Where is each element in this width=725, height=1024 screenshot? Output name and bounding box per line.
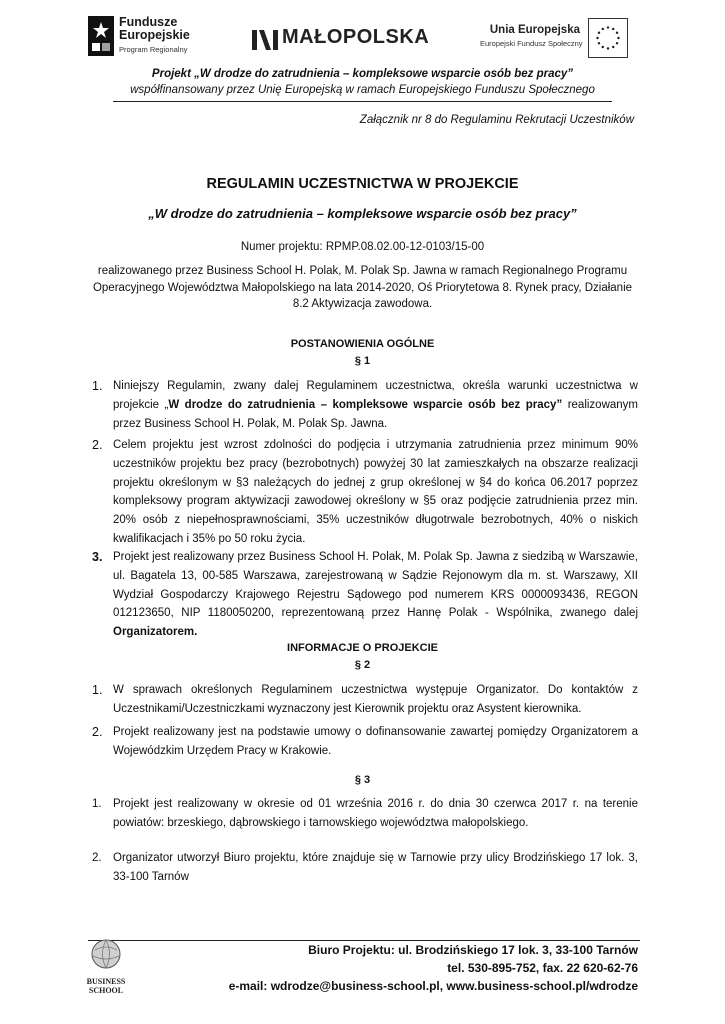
list-item bbox=[92, 723, 638, 761]
section-1-heading: POSTANOWIENIA OGÓLNE bbox=[290, 338, 435, 350]
header-divider bbox=[113, 101, 612, 102]
malopolska-mark-icon bbox=[252, 28, 278, 50]
list-item bbox=[92, 436, 638, 549]
section-3-paragraph: § 3 bbox=[354, 774, 371, 786]
item-number: 1. bbox=[92, 379, 103, 393]
project-number: Numer projektu: RPMP.08.02.00-12-0103/15-00 bbox=[240, 241, 485, 253]
section-2-heading: INFORMACJE O PROJEKCIE bbox=[287, 642, 438, 654]
fe-star-icon bbox=[88, 16, 114, 56]
section-2-paragraph: § 2 bbox=[354, 659, 371, 671]
fe-logo-line3: Program Regionalny bbox=[119, 45, 188, 54]
item-text: W sprawach określonych Regulaminem uczestnictwa występuje Organizator. Do kontaktów z Uczestnikami/Uczestniczkami wyznaczony jest Kierownik projektu oraz Asystent kierownika. bbox=[113, 684, 638, 715]
globe-icon bbox=[86, 936, 126, 972]
footer-address: Biuro Projektu: ul. Brodzińskiego 17 lok. 3, 33-100 Tarnów bbox=[308, 943, 638, 957]
list-item bbox=[92, 377, 638, 433]
list-item bbox=[92, 548, 638, 642]
ue-logo-line1: Unia Europejska bbox=[489, 24, 580, 36]
business-school-logo bbox=[86, 936, 126, 994]
project-header bbox=[113, 66, 612, 98]
malopolska-logo-text: MAŁOPOLSKA bbox=[282, 26, 430, 48]
item-text: Organizator utworzył Biuro projektu, które znajduje się w Tarnowie przy ulicy Brodzińskiego 17 lok. 3, 33-100 Tarnów bbox=[113, 852, 638, 883]
list-item bbox=[92, 849, 638, 887]
fe-logo-line1: Fundusze bbox=[119, 15, 178, 29]
item-text: Projekt jest realizowany przez Business School H. Polak, M. Polak Sp. Jawna z siedzibą w Warszawie, ul. Bagatela 13, 00-585 Warszawa, zarejestrowaną w Sądzie Rejonowym dla m. st. Warszawy, XII Wydział Gospodarczy Krajowego Rejestru Sądowego pod numerem KRS 0000093436, REGON 012123650, NIP 1180050200, reprezentowaną przez Hannę Polak - Wspólnika, zwanego dalej bbox=[113, 551, 638, 620]
item-number: 2. bbox=[92, 852, 102, 864]
bs-logo-line2: SCHOOL bbox=[88, 986, 124, 995]
project-line-prefix: Projekt bbox=[151, 68, 195, 80]
fundusze-europejskie-logo bbox=[88, 14, 206, 60]
footer-phone: tel. 530-895-752, fax. 22 620-62-76 bbox=[447, 961, 638, 975]
list-item bbox=[92, 795, 638, 833]
unia-europejska-logo bbox=[480, 24, 583, 48]
item-number: 3. bbox=[92, 550, 103, 564]
section-3-heading-block bbox=[0, 772, 725, 789]
item-text-bold: W drodze do zatrudnienia – kompleksowe wsparcie osób bez pracy” bbox=[168, 398, 563, 411]
project-line-title: „W drodze do zatrudnienia – kompleksowe wsparcie osób bez pracy” bbox=[194, 68, 574, 80]
section-1-paragraph: § 1 bbox=[354, 355, 371, 367]
document-title: REGULAMIN UCZESTNICTWA W PROJEKCIE bbox=[206, 176, 519, 192]
footer-contact bbox=[229, 941, 638, 995]
eu-flag-icon bbox=[588, 18, 628, 58]
document-subtitle: „W drodze do zatrudnienia – kompleksowe wsparcie osób bez pracy” bbox=[148, 206, 577, 221]
item-text: Projekt jest realizowany w okresie od 01 września 2016 r. do dnia 30 czerwca 2017 r. na terenie powiatów: brzeskiego, dąbrowskiego i tarnowskiego województwa małopolskiego. bbox=[113, 798, 638, 829]
annex-label: Załącznik nr 8 do Regulaminu Rekrutacji Uczestników bbox=[359, 114, 634, 126]
footer-email-web: e-mail: wdrodze@business-school.pl, www.business-school.pl/wdrodze bbox=[228, 979, 638, 993]
section-2-heading-block bbox=[0, 640, 725, 674]
item-text: Niniejszy Regulamin, zwany dalej Regulaminem uczestnictwa, określa warunki uczestnictwa w projekcie „ bbox=[113, 380, 638, 411]
list-item bbox=[92, 681, 638, 719]
item-number: 2. bbox=[92, 725, 103, 739]
item-text: realizowanym przez Business School H. Polak, M. Polak Sp. Jawna. bbox=[113, 398, 638, 430]
section-1-heading-block bbox=[0, 336, 725, 370]
item-number: 1. bbox=[92, 683, 103, 697]
item-text: Projekt realizowany jest na podstawie umowy o dofinansowanie zawartej pomiędzy Organizatorem a Wojewódzkim Urzędem Pracy w Krakowie. bbox=[113, 726, 638, 757]
realized-by-text: realizowanego przez Business School H. Polak, M. Polak Sp. Jawna w ramach Regionalnego Programu Operacyjnego Województwa Małopolskiego na lata 2014-2020, Oś Priorytetowa 8. Rynek pracy, Działanie 8.2 Aktywizacja zawodowa. bbox=[92, 265, 633, 310]
item-number: 1. bbox=[92, 798, 102, 810]
item-number: 2. bbox=[92, 438, 103, 452]
item-text: Celem projektu jest wzrost zdolności do podjęcia i utrzymania zatrudnienia przez minimum 90% uczestników projektu bez pracy (bezrobotnych) powyżej 30 lat zamieszkałych na obszarze realizacji projektu określonym w §3 należących do jednej z grup określonej w §4 do końca 06.2017 poprzez kompleksowy program aktywizacji zawodowej określony w §5 oraz podjęcie zatrudnienia przez min. 20% osób z niepełnosprawnościami, 35% uczestników długotrwale bezrobotnych, 40% o niskich kwalifikacjach i 35% po 50 roku życia. bbox=[113, 439, 638, 545]
ue-logo-line2: Europejski Fundusz Społeczny bbox=[480, 39, 583, 48]
fe-logo-line2: Europejskie bbox=[119, 27, 190, 42]
item-text-bold: Organizatorem. bbox=[113, 626, 198, 639]
cofinance-line: współfinansowany przez Unię Europejską w ramach Europejskiego Funduszu Społecznego bbox=[130, 84, 595, 96]
bs-logo-line1: BUSINESS bbox=[86, 977, 126, 986]
